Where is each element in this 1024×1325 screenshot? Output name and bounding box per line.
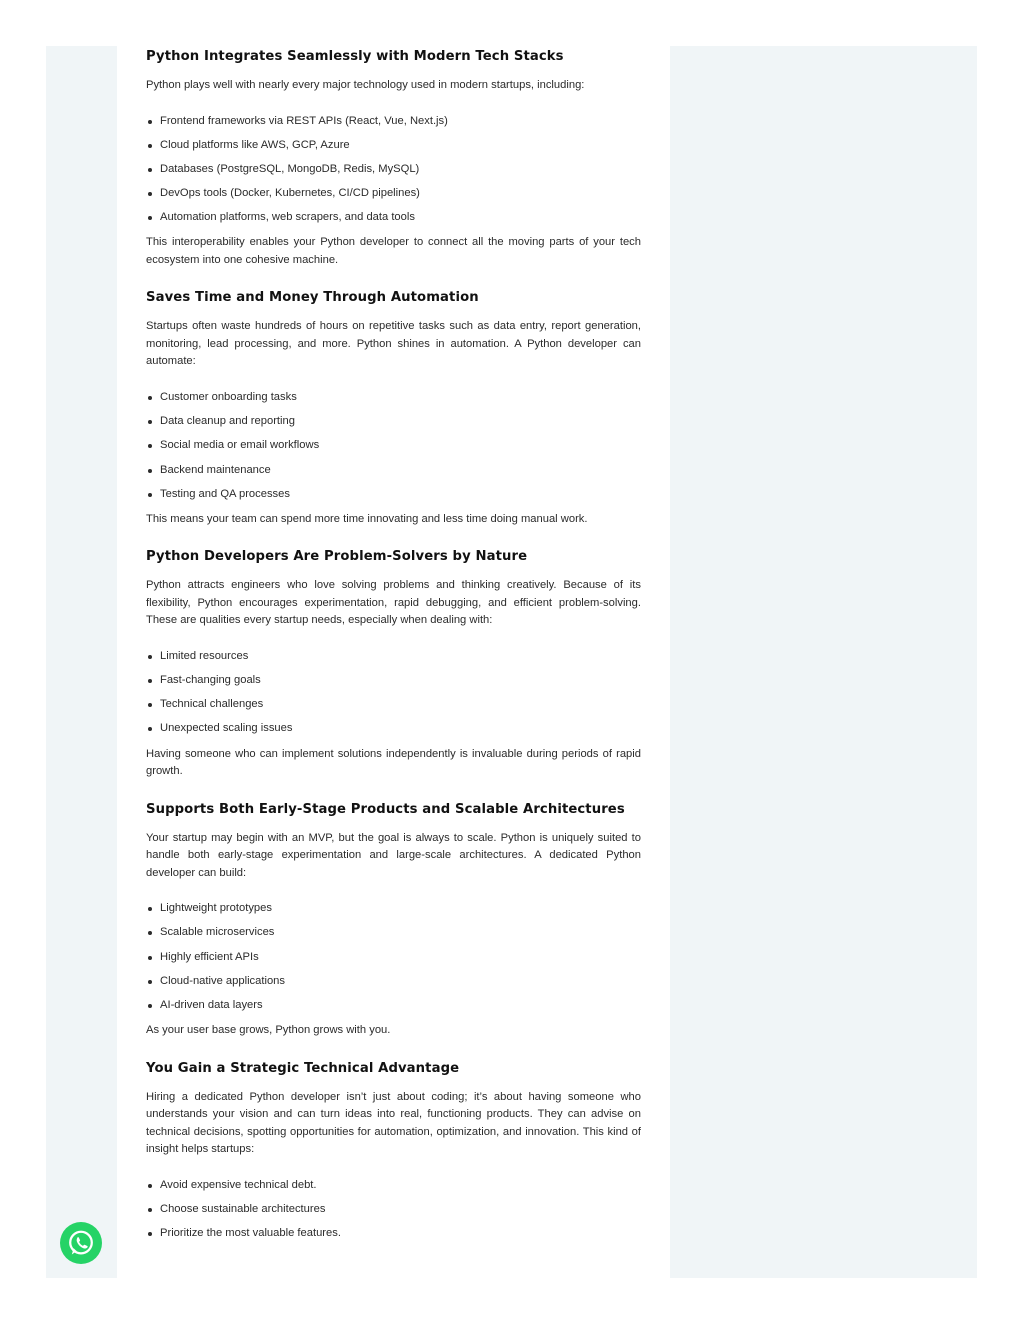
list-item: Scalable microservices — [146, 924, 641, 941]
list-item: Data cleanup and reporting — [146, 413, 641, 430]
section-outro: This means your team can spend more time innovating and less time doing manual work. — [146, 512, 588, 525]
list-item: AI-driven data layers — [146, 997, 641, 1014]
list-item: Automation platforms, web scrapers, and data tools — [146, 209, 641, 226]
section-heading: Python Developers Are Problem-Solvers by Nature — [146, 549, 528, 565]
section-outro: Having someone who can implement solutions independently is invaluable during periods of rapid growth. — [146, 747, 641, 778]
list-item: Limited resources — [146, 648, 641, 665]
list-item: Prioritize the most valuable features. — [146, 1225, 641, 1242]
list-item: Unexpected scaling issues — [146, 720, 641, 737]
list-item: Backend maintenance — [146, 462, 641, 479]
list-item: Testing and QA processes — [146, 486, 641, 503]
article-content — [117, 46, 670, 1278]
list-item: Avoid expensive technical debt. — [146, 1177, 641, 1194]
bullet-list — [146, 900, 641, 1014]
list-item: DevOps tools (Docker, Kubernetes, CI/CD pipelines) — [146, 185, 641, 202]
list-item: Social media or email workflows — [146, 437, 641, 454]
section-intro: Python attracts engineers who love solving problems and thinking creatively. Because of its flexibility, Python encourages experimentation, rapid debugging, and efficient problem-solving. These are qualities every startup needs, especially when dealing with: — [146, 579, 641, 627]
section-intro: Startups often waste hundreds of hours on repetitive tasks such as data entry, report generation, monitoring, lead processing, and more. Python shines in automation. A Python developer can automate: — [146, 320, 641, 368]
bullet-list — [146, 113, 641, 227]
bullet-list — [146, 648, 641, 738]
list-item: Cloud platforms like AWS, GCP, Azure — [146, 137, 641, 154]
bullet-list — [146, 389, 641, 503]
section-heading: Saves Time and Money Through Automation — [146, 290, 479, 306]
list-item: Lightweight prototypes — [146, 900, 641, 917]
whatsapp-chat-button[interactable] — [60, 1222, 102, 1264]
list-item: Databases (PostgreSQL, MongoDB, Redis, MySQL) — [146, 161, 641, 178]
list-item: Frontend frameworks via REST APIs (React, Vue, Next.js) — [146, 113, 641, 130]
whatsapp-icon — [66, 1228, 96, 1258]
list-item: Fast-changing goals — [146, 672, 641, 689]
list-item: Highly efficient APIs — [146, 949, 641, 966]
section-heading: Python Integrates Seamlessly with Modern Tech Stacks — [146, 49, 564, 64]
bullet-list — [146, 1177, 641, 1242]
section-outro: This interoperability enables your Python developer to connect all the moving parts of your tech ecosystem into one cohesive machine. — [146, 236, 641, 266]
section-intro: Python plays well with nearly every major technology used in modern startups, including: — [146, 79, 585, 91]
list-item: Technical challenges — [146, 696, 641, 713]
section-outro: As your user base grows, Python grows with you. — [146, 1024, 391, 1037]
list-item: Customer onboarding tasks — [146, 389, 641, 406]
section-intro: Your startup may begin with an MVP, but the goal is always to scale. Python is uniquely suited to handle both early-stage experimentation and large-scale architectures. A dedicated Python developer can build: — [146, 831, 641, 879]
section-heading: Supports Both Early-Stage Products and Scalable Architectures — [146, 801, 625, 817]
list-item: Choose sustainable architectures — [146, 1201, 641, 1218]
section-intro: Hiring a dedicated Python developer isn’t just about coding; it’s about having someone who understands your vision and can turn ideas into real, functioning products. They can advise on technical decisions, spotting opportunities for automation, optimization, and innovation. This kind of insight helps startups: — [146, 1090, 641, 1156]
section-heading: You Gain a Strategic Technical Advantage — [146, 1060, 460, 1076]
list-item: Cloud-native applications — [146, 973, 641, 990]
